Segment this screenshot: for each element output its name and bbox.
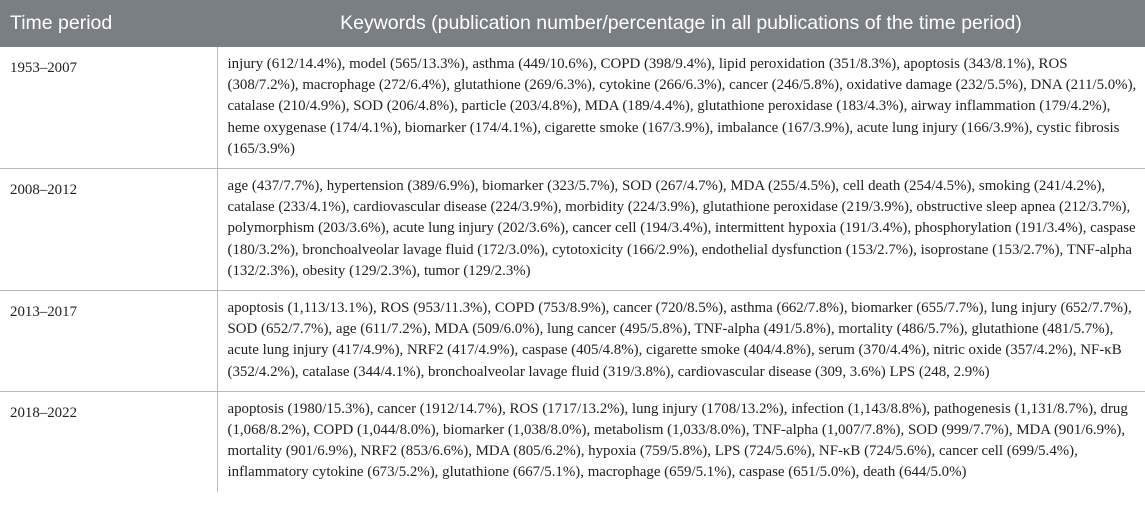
keywords-cell: injury (612/14.4%), model (565/13.3%), asthma (449/10.6%), COPD (398/9.4%), lipid peroxidation (351/8.3%), apoptosis (343/8.1%), ROS (308/7.2%), macrophage (272/6.4%), glutathione (269/6.3%), cytokine (266/6.3%), cancer (246/5.8%), oxidative damage (232/5.5%), DNA (211/5.0%), catalase (210/4.9%), SOD (206/4.8%), particle (203/4.8%), MDA (189/4.4%), glutathione peroxidase (183/4.3%), airway inflammation (179/4.2%), heme oxygenase (174/4.1%), biomarker (174/4.1%), cigarette smoke (167/3.9%), imbalance (167/3.9%), acute lung injury (166/3.9%), cystic fibrosis (165/3.9%): [217, 47, 1145, 169]
time-period-cell: 2018–2022: [10, 404, 78, 421]
time-period-cell: 1953–2007: [0, 47, 217, 169]
header-keywords: Keywords (publication number/percentage in all publications of the time period): [217, 0, 1145, 47]
header-time-period: Time period: [0, 0, 217, 47]
table-row: [0, 169, 1145, 291]
table-header: [0, 0, 1145, 47]
time-period-cell: 2008–2012: [0, 169, 217, 291]
table-row: [0, 47, 1145, 169]
table-row: [0, 391, 1145, 491]
keywords-cell: apoptosis (1980/15.3%), cancer (1912/14.7%), ROS (1717/13.2%), lung injury (1708/13.2%), infection (1,143/8.8%), pathogenesis (1,131/8.7%), drug (1,068/8.2%), COPD (1,044/8.0%), biomarker (1,038/8.0%), metabolism (1,033/8.0%), TNF-alpha (1,007/7.8%), SOD (999/7.7%), MDA (901/6.9%), mortality (901/6.9%), NRF2 (853/6.6%), MDA (805/6.2%), hypoxia (759/5.8%), LPS (724/5.6%), NF-κB (724/5.6%), cancer cell (699/5.4%), inflammatory cytokine (673/5.2%), glutathione (667/5.1%), macrophage (659/5.1%), caspase (651/5.0%), death (644/5.0%): [217, 391, 1145, 491]
header-row: [0, 0, 1145, 47]
keywords-cell: age (437/7.7%), hypertension (389/6.9%), biomarker (323/5.7%), SOD (267/4.7%), MDA (255/4.5%), cell death (254/4.5%), smoking (241/4.2%), catalase (233/4.1%), cardiovascular disease (224/3.9%), morbidity (224/3.9%), glutathione peroxidase (219/3.9%), obstructive sleep apnea (212/3.7%), polymorphism (203/3.6%), acute lung injury (202/3.6%), cancer cell (194/3.4%), intermittent hypoxia (191/3.4%), phosphorylation (191/3.4%), caspase (180/3.2%), bronchoalveolar lavage fluid (172/3.0%), cytotoxicity (166/2.9%), endothelial dysfunction (153/2.7%), isoprostane (153/2.7%), TNF-alpha (132/2.3%), obesity (129/2.3%), tumor (129/2.3%): [217, 169, 1145, 291]
keywords-cell: apoptosis (1,113/13.1%), ROS (953/11.3%), COPD (753/8.9%), cancer (720/8.5%), asthma (662/7.8%), biomarker (655/7.7%), lung injury (652/7.7%), SOD (652/7.7%), age (611/7.2%), MDA (509/6.0%), lung cancer (495/5.8%), TNF-alpha (491/5.8%), mortality (486/5.7%), glutathione (481/5.7%), acute lung injury (417/4.9%), NRF2 (417/4.9%), caspase (405/4.8%), cigarette smoke (404/4.8%), serum (370/4.4%), nitric oxide (357/4.2%), NF-κB (352/4.2%), catalase (344/4.1%), bronchoalveolar lavage fluid (319/3.8%), cardiovascular disease (309, 3.6%) LPS (248, 2.9%): [217, 291, 1145, 392]
table-body: [0, 47, 1145, 492]
time-period-cell: 2013–2017: [0, 291, 217, 392]
table-row: [0, 291, 1145, 392]
